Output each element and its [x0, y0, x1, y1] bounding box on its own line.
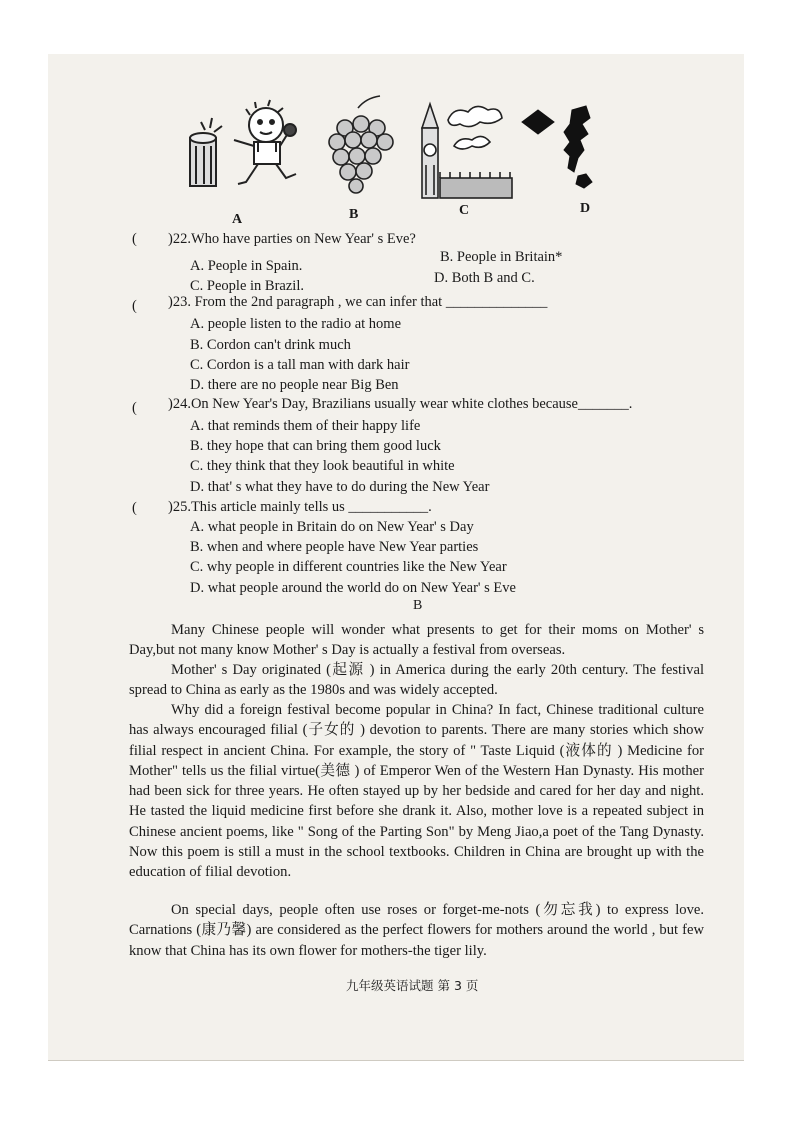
page-footer: 九年级英语试题 第 3 页: [346, 978, 479, 993]
question-25-option-b: B. when and where people have New Year parties: [190, 539, 479, 555]
passage-paragraph-1: Many Chinese people will wonder what presents to get for their moms on Mother' s Day,but not many know Mother' s Day is actually a festival from overseas.: [129, 622, 704, 659]
section-b-label: B: [413, 598, 423, 613]
question-23-stem: )23. From the 2nd paragraph , we can infer that ______________: [168, 294, 548, 310]
question-25-paren: (: [132, 500, 137, 516]
question-22-paren: (: [132, 231, 137, 247]
figure-label-b: B: [349, 207, 359, 222]
question-23-option-c: C. Cordon is a tall man with dark hair: [190, 357, 410, 373]
question-23-option-d: D. there are no people near Big Ben: [190, 377, 399, 393]
question-24-option-d: D. that' s what they have to do during the New Year: [190, 479, 490, 495]
illustration-row: [0, 0, 794, 230]
question-24-option-c: C. they think that they look beautiful in white: [190, 458, 455, 474]
question-22-option-b: B. People in Britain*: [440, 249, 563, 265]
passage-paragraph-3: Why did a foreign festival become popular in China? In fact, Chinese traditional culture has always encouraged filial (子女的 ) devotion to parents. There are many stories which show filial respect in ancient China. For example, the story of " Taste Liquid (液体的 ) Medicine for Mother" tells us the filial virtue(美德 ) of Emperor Wen of the Western Han Dynasty. His mother had been sick for three years. He often stayed up by her bedside and cared for her day and night. He tasted the liquid medicine first before she drank it. Also, mother love is a repeated subject in Chinese ancient poems, like " Song of the Parting Son" by Meng Jiao,a poet of the Tang Dynasty. Now this poem is still a must in the school textbooks. Children in China are brought up with the education of filial devotion.: [129, 702, 704, 881]
figure-label-d: D: [580, 201, 591, 216]
question-22-option-a: A. People in Spain.: [190, 258, 303, 274]
big-ben-illustration: [422, 104, 512, 198]
question-25-option-d: D. what people around the world do on New Year' s Eve: [190, 580, 516, 596]
question-22-option-c: C. People in Brazil.: [190, 278, 304, 294]
question-23-paren: (: [132, 298, 137, 314]
question-25-option-a: A. what people in Britain do on New Year' s Day: [190, 519, 474, 535]
drum-boy-illustration: [190, 100, 296, 186]
question-24-option-b: B. they hope that can bring them good luck: [190, 438, 441, 454]
grapes-illustration: [329, 96, 393, 193]
question-25-stem: )25.This article mainly tells us ___________.: [168, 499, 432, 515]
question-22-option-d: D. Both B and C.: [434, 270, 535, 286]
question-24-option-a: A. that reminds them of their happy life: [190, 418, 421, 434]
question-24-stem: )24.On New Year's Day, Brazilians usually wear white clothes because_______.: [168, 396, 633, 412]
question-23-option-a: A. people listen to the radio at home: [190, 316, 402, 332]
question-25-option-c: C. why people in different countries like the New Year: [190, 559, 507, 575]
black-shapes-illustration: [522, 106, 592, 188]
question-24-paren: (: [132, 400, 137, 416]
question-23-option-b: B. Cordon can't drink much: [190, 337, 351, 353]
figure-label-c: C: [459, 203, 470, 218]
passage-paragraph-4: On special days, people often use roses or forget-me-nots (勿忘我) to express love. Carnations (康乃馨) are considered as the perfect flowers for mothers around the world , but few know that China has its own flower for mothers-the tiger lily.: [129, 902, 704, 959]
question-22-stem: )22.Who have parties on New Year' s Eve?: [168, 231, 416, 247]
figure-label-a: A: [232, 212, 243, 227]
passage-paragraph-2: Mother' s Day originated (起源 ) in America during the early 20th century. The festival spread to China as early as the 1980s and was widely accepted.: [129, 662, 704, 699]
